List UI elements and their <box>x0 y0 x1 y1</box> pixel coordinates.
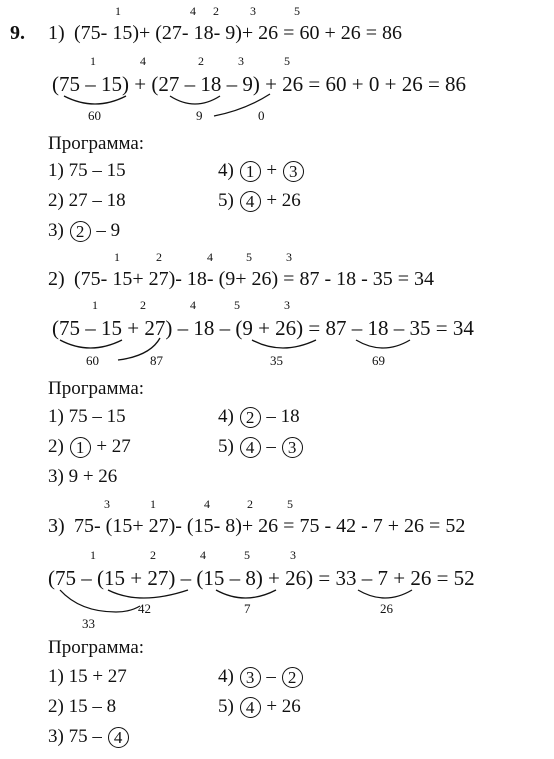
part1-mark-3: 2 <box>213 4 219 18</box>
part2-step-5 <box>218 436 304 458</box>
part3-expression-line2: (75 – (15 + 27) – (15 – 8) + 26) = 33 – 7 + 26 = 52 <box>48 566 475 590</box>
part2-mark-2: 2 <box>156 250 162 264</box>
part2-arc-9-26 <box>252 340 316 348</box>
part2-under-label-87: 87 <box>150 353 163 368</box>
part2-step-2-rest: + 27 <box>96 436 131 457</box>
part2-expression-line2: (75 – 15 + 27) – 18 – (9 + 26) = 87 – 18 – 35 = 34 <box>52 316 474 340</box>
part2-step-4 <box>218 406 300 428</box>
part1-step-5-rest: + 26 <box>266 190 301 211</box>
part3-expression-line1: 75- (15+ 27)- (15- 8)+ 26 = 75 - 42 - 7 + 26 = 52 <box>74 515 466 537</box>
part2-expression-line1: (75- 15+ 27)- 18- (9+ 26) = 87 - 18 - 35 = 34 <box>74 268 435 290</box>
part3-step-3 <box>48 726 130 748</box>
part2-under-label-35: 35 <box>270 353 283 368</box>
task-number: 9. <box>10 22 25 44</box>
part1-step-3-circled: 2 <box>70 221 91 242</box>
part3-arc-33-7 <box>358 590 412 598</box>
part1-mark-5: 5 <box>294 4 300 18</box>
part1-under-label-0: 0 <box>258 108 265 123</box>
part3-under-label-26: 26 <box>380 601 393 616</box>
part1-step-3-rest: – 9 <box>96 220 121 241</box>
part2-line2-mark-1: 1 <box>92 298 98 312</box>
part3-step-5 <box>218 696 301 718</box>
part3-under-label-33: 33 <box>82 616 95 631</box>
part3-step-4-circled-a: 3 <box>240 667 261 688</box>
part3-step-5-circled: 4 <box>240 697 261 718</box>
part2-mark-1: 1 <box>114 250 120 264</box>
part2-mark-4: 5 <box>246 250 252 264</box>
part3-line2-mark-1: 1 <box>90 548 96 562</box>
part2-arc-87-18 <box>356 340 410 348</box>
part1-mark-2: 4 <box>190 4 196 18</box>
part3-mark-1: 3 <box>104 497 110 511</box>
part1-step-5-circled: 4 <box>240 191 261 212</box>
part1-line2-mark-5: 5 <box>284 54 290 68</box>
part1-mark-4: 3 <box>250 4 256 18</box>
part1-step-3 <box>48 220 120 242</box>
part1-step-5 <box>218 190 301 212</box>
part2-mark-5: 3 <box>286 250 292 264</box>
part3-step-2: 2) 15 – 8 <box>48 696 117 717</box>
part3-step-4-label: 4) <box>218 666 234 687</box>
part2-step-5-circled-b: 3 <box>282 437 303 458</box>
part3-step-1: 1) 15 + 27 <box>48 666 127 687</box>
part3-under-label-7: 7 <box>244 601 251 616</box>
part3-mark-3: 4 <box>204 497 210 511</box>
part2-arc-75-15 <box>60 340 122 348</box>
part3-step-3-label: 3) 75 – <box>48 726 102 747</box>
part3-line2-mark-2: 2 <box>150 548 156 562</box>
part2-step-5-op: – <box>266 436 276 457</box>
part2-under-label-60: 60 <box>86 353 99 368</box>
part1-line2-mark-1: 1 <box>90 54 96 68</box>
part2-step-5-circled-a: 4 <box>240 437 261 458</box>
part1-arc-27-18 <box>170 96 220 104</box>
part2-step-2-label: 2) <box>48 436 64 457</box>
part1-arc-75-15 <box>64 96 126 104</box>
part2-step-5-label: 5) <box>218 436 234 457</box>
part3-arc-15-27 <box>108 590 188 598</box>
part2-step-4-rest: – 18 <box>266 406 300 427</box>
part3-line2-mark-5: 3 <box>290 548 296 562</box>
part2-step-3: 3) 9 + 26 <box>48 466 118 487</box>
part1-step-4-circled-a: 1 <box>240 161 261 182</box>
part3-step-4-circled-b: 2 <box>282 667 303 688</box>
part2-label: 2) <box>48 268 65 290</box>
part3-arc-outer <box>60 590 140 612</box>
part2-step-2-circled: 1 <box>70 437 91 458</box>
part2-line2-mark-2: 2 <box>140 298 146 312</box>
part2-step-4-label: 4) <box>218 406 234 427</box>
part1-under-label-60: 60 <box>88 108 101 123</box>
part3-line2-mark-4: 5 <box>244 548 250 562</box>
part1-expression-line1: (75- 15)+ (27- 18- 9)+ 26 = 60 + 26 = 86 <box>74 22 403 44</box>
part3-program-title: Программа: <box>48 637 145 658</box>
part2-line2-mark-5: 3 <box>284 298 290 312</box>
part3-mark-5: 5 <box>287 497 293 511</box>
part1-step-4-label: 4) <box>218 160 234 181</box>
part1-expression-line2: (75 – 15) + (27 – 18 – 9) + 26 = 60 + 0 + 26 = 86 <box>52 72 467 96</box>
part1-line2-mark-2: 4 <box>140 54 146 68</box>
part2-under-label-69: 69 <box>372 353 385 368</box>
part1-step-4 <box>218 160 305 182</box>
part3-step-4-op: – <box>266 666 276 687</box>
part3-step-5-rest: + 26 <box>266 696 301 717</box>
part2-mark-3: 4 <box>207 250 213 264</box>
part1-line2-mark-4: 3 <box>238 54 244 68</box>
part1-program-title: Программа: <box>48 133 145 154</box>
part2-step-4-circled: 2 <box>240 407 261 428</box>
part2-program-title: Программа: <box>48 378 145 399</box>
part3-step-4 <box>218 666 304 688</box>
part2-step-2 <box>48 436 131 458</box>
part2-step-1: 1) 75 – 15 <box>48 406 126 427</box>
part1-step-4-circled-b: 3 <box>283 161 304 182</box>
part3-step-3-circled: 4 <box>108 727 129 748</box>
part3-arc-15-8 <box>216 590 276 598</box>
part1-step-1: 1) 75 – 15 <box>48 160 126 181</box>
part1-label: 1) <box>48 22 65 44</box>
part3-step-5-label: 5) <box>218 696 234 717</box>
part3-line2-mark-3: 4 <box>200 548 206 562</box>
part1-line2-mark-3: 2 <box>198 54 204 68</box>
part1-step-5-label: 5) <box>218 190 234 211</box>
part1-under-label-9: 9 <box>196 108 203 123</box>
part1-mark-1: 1 <box>115 4 121 18</box>
part1-step-2: 2) 27 – 18 <box>48 190 126 211</box>
part1-step-3-label: 3) <box>48 220 64 241</box>
part2-line2-mark-3: 4 <box>190 298 196 312</box>
part3-under-label-42: 42 <box>138 601 151 616</box>
part1-step-4-op: + <box>266 160 278 181</box>
part3-mark-2: 1 <box>150 497 156 511</box>
part2-line2-mark-4: 5 <box>234 298 240 312</box>
part3-label: 3) <box>48 515 65 537</box>
part3-mark-4: 2 <box>247 497 253 511</box>
